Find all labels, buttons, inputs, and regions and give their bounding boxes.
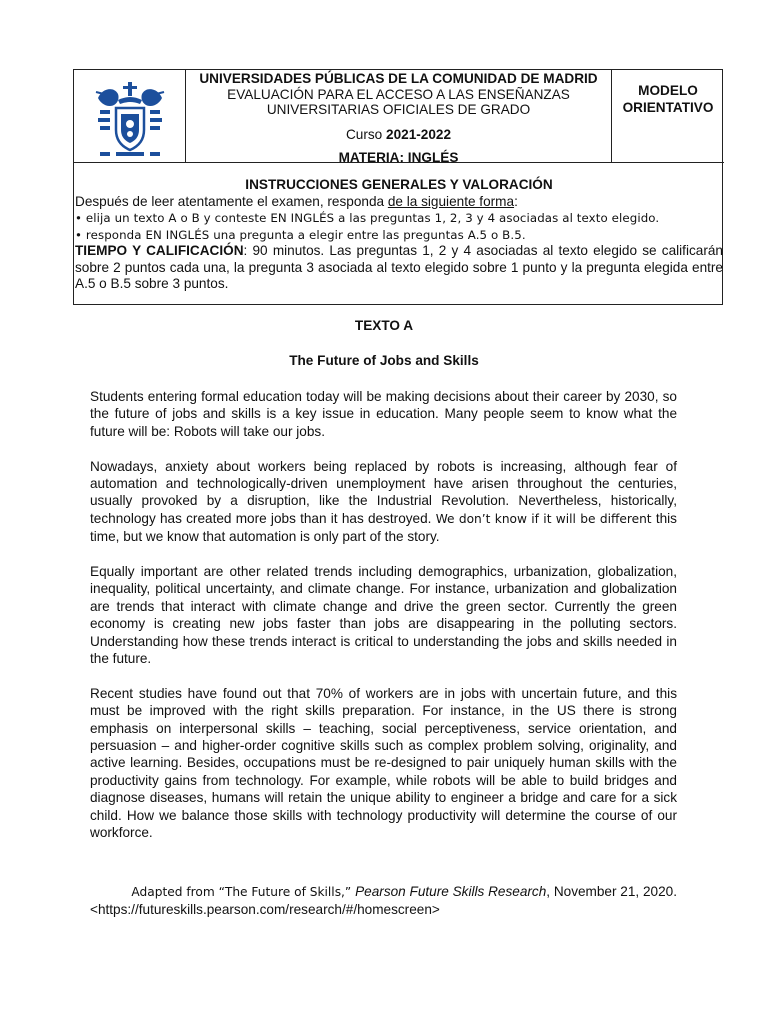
paragraph-2-part-c: this time, but we know that automation is only part of the story. — [90, 510, 677, 545]
evaluation-line: EVALUACIÓN PARA EL ACCESO A LAS ENSEÑANZAS — [227, 86, 570, 102]
instructions-title: INSTRUCCIONES GENERALES Y VALORACIÓN — [245, 177, 553, 192]
intro-end: : — [514, 193, 518, 209]
citation-date: , November 21, 2020. — [546, 884, 677, 899]
paragraph-2-part-a: Nowadays, anxiety about workers being replaced by robots is increasing, although fear of automation and technologically-driven unemployment have arisen throughout the centuries, usually provoked by a disruption, like the Industrial Revolution. Nevertheless, historically, technology has created more jobs than it has destroyed. — [90, 458, 677, 526]
course-label: Curso — [345, 126, 387, 142]
university-crest-icon — [92, 78, 168, 158]
title-cell — [186, 70, 612, 165]
paragraph-2-part-b: We don’t know if it will be different — [435, 511, 652, 526]
paragraph-3: Equally important are other related trends including demographics, urbanization, globalization, inequality, political uncertainty, and climate change. For instance, urbanization and globalization are trends that interact with climate change and drive the green sector. Currently the green economy is creating new jobs faster than jobs are disappearing in the polluting sectors. Understanding how these trends interact is critical to understanding the jobs and skills needed in the future. — [90, 564, 677, 667]
logo-cell — [74, 70, 186, 162]
text-title: The Future of Jobs and Skills — [289, 353, 479, 368]
paragraph-4: Recent studies have found out that 70% of workers are in jobs with uncertain future, and this must be improved with the right skills preparation. For instance, in the US there is strong emphasis on interpersonal skills – teaching, social perceptiveness, service orientation, and persuasion – and higher-order cognitive skills such as complex problem solving, originality, and active learning. Besides, occupations must be re-designed to pair uniquely human skills with the productivity gains from technology. For example, while robots will be able to build bridges and diagnose diseases, humans will retain the unique ability to engineer a bridge and care for a sick child. How we balance those skills with technology productivity will determine the course of our workforce. — [90, 685, 677, 841]
time-label: TIEMPO Y CALIFICACIÓN — [75, 243, 244, 258]
instruction-bullet-1: • elija un texto A o B y conteste EN INGLÉS a las preguntas 1, 2, 3 y 4 asociadas al texto elegido. — [75, 211, 660, 225]
intro-underlined: de la siguiente forma — [387, 193, 515, 209]
citation-publication: Pearson Future Skills Research — [355, 884, 547, 899]
instruction-bullet-2: • responda EN INGLÉS una pregunta a elegir entre las preguntas A.5 o B.5. — [75, 227, 526, 242]
course-year — [186, 127, 611, 143]
citation-url: <https://futureskills.pearson.com/research/#/homescreen> — [90, 902, 440, 918]
university-name: UNIVERSIDADES PÚBLICAS DE LA COMUNIDAD DE MADRID — [199, 71, 598, 86]
source-citation — [90, 883, 677, 919]
model-label: MODELO — [638, 83, 698, 98]
course-value: 2021-2022 — [386, 126, 452, 142]
paragraph-1: Students entering formal education today will be making decisions about their career by 2030, so the future of jobs and skills is a key issue in education. Many people seem to know what the future will be: Robots will take our jobs. — [90, 389, 677, 439]
intro-text: Después de leer atentamente el examen, responda — [75, 193, 388, 209]
degree-line: UNIVERSITARIAS OFICIALES DE GRADO — [266, 102, 531, 117]
model-sublabel: ORIENTATIVO — [622, 100, 714, 115]
model-cell — [612, 70, 724, 162]
instructions-intro — [75, 194, 723, 211]
time-text: : 90 minutos. Las preguntas 1, 2 y 4 asociadas al texto elegido se calificarán sobre 2 puntos cada una, la pregunta 3 asociada al texto elegido sobre 1 punto y la pregunta elegida entre A.5 o B.5 sobre 3 puntos. — [75, 243, 723, 291]
citation-line — [90, 883, 677, 901]
time-and-grading — [75, 243, 723, 293]
exam-header — [73, 69, 723, 305]
paragraph-2 — [90, 458, 677, 546]
text-label: TEXTO A — [354, 318, 414, 333]
instructions-section — [74, 162, 724, 306]
citation-adapted: Adapted from “The Future of Skills,” — [131, 885, 356, 899]
subject: MATERIA: INGLÉS — [338, 150, 459, 165]
article-body — [90, 388, 677, 859]
